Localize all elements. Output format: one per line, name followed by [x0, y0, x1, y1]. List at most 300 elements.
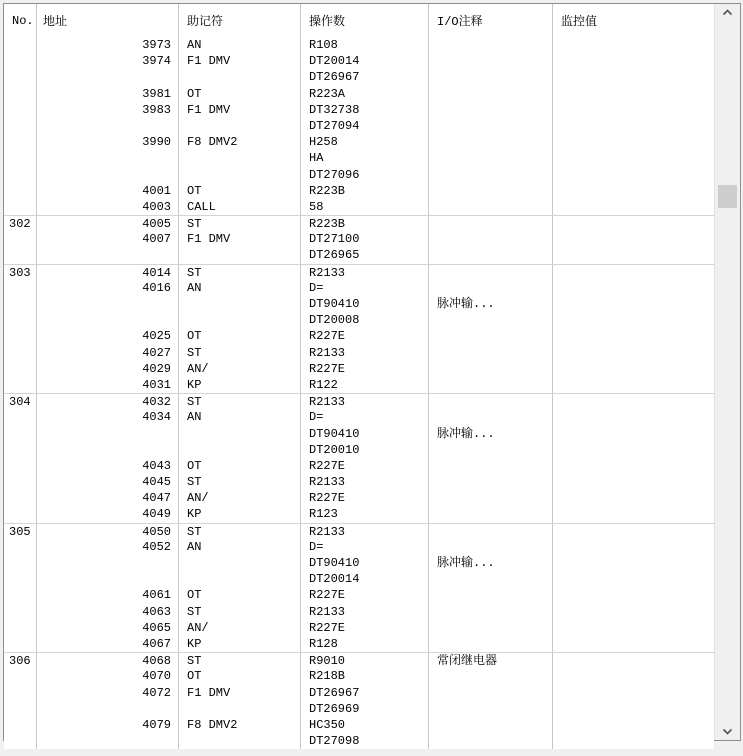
cell-mnemonic: OT	[179, 328, 301, 344]
cell-address: 3990	[37, 134, 179, 150]
cell-io-comment	[429, 587, 553, 603]
cell-operand: HA	[301, 150, 429, 166]
cell-mnemonic: F8 DMV2	[179, 134, 301, 150]
cell-address: 4029	[37, 361, 179, 377]
column-header-mnemonic: 助记符	[179, 4, 301, 37]
cell-io-comment	[429, 231, 553, 247]
cell-no	[4, 733, 37, 749]
cell-address: 4047	[37, 490, 179, 506]
cell-monitor-value	[553, 183, 714, 199]
cell-monitor-value	[553, 37, 714, 53]
cell-no	[4, 604, 37, 620]
table-row[interactable]	[4, 264, 714, 280]
table-row[interactable]	[4, 312, 714, 328]
table-row[interactable]	[4, 474, 714, 490]
table-row[interactable]	[4, 668, 714, 684]
cell-operand: R9010	[301, 653, 429, 668]
cell-no	[4, 37, 37, 53]
cell-no	[4, 474, 37, 490]
cell-address: 4014	[37, 265, 179, 280]
cell-monitor-value	[553, 668, 714, 684]
scrollbar-thumb[interactable]	[718, 185, 737, 208]
cell-no	[4, 620, 37, 636]
scrollbar-down-button[interactable]	[715, 723, 740, 740]
cell-operand: DT32738	[301, 102, 429, 118]
table-content	[4, 4, 714, 749]
cell-mnemonic: F1 DMV	[179, 685, 301, 701]
cell-io-comment	[429, 345, 553, 361]
cell-no	[4, 668, 37, 684]
cell-mnemonic: F1 DMV	[179, 102, 301, 118]
cell-address: 3974	[37, 53, 179, 69]
cell-address	[37, 247, 179, 263]
cell-mnemonic: KP	[179, 377, 301, 393]
cell-monitor-value	[553, 394, 714, 409]
table-row[interactable]	[4, 426, 714, 442]
table-header-row	[4, 4, 714, 37]
cell-mnemonic: AN/	[179, 361, 301, 377]
cell-no	[4, 426, 37, 442]
cell-no	[4, 53, 37, 69]
cell-address: 4007	[37, 231, 179, 247]
cell-operand: R2133	[301, 394, 429, 409]
cell-no	[4, 86, 37, 102]
cell-monitor-value	[553, 685, 714, 701]
cell-io-comment	[429, 134, 553, 150]
table-row[interactable]	[4, 345, 714, 361]
cell-no	[4, 280, 37, 296]
cell-operand: DT90410	[301, 555, 429, 571]
cell-mnemonic: AN/	[179, 490, 301, 506]
cell-address: 3981	[37, 86, 179, 102]
table-row[interactable]	[4, 183, 714, 199]
table-row[interactable]	[4, 555, 714, 571]
cell-no	[4, 717, 37, 733]
cell-monitor-value	[553, 312, 714, 328]
cell-io-comment	[429, 361, 553, 377]
cell-mnemonic: AN/	[179, 620, 301, 636]
cell-monitor-value	[553, 328, 714, 344]
table-row[interactable]	[4, 506, 714, 522]
cell-monitor-value	[553, 409, 714, 425]
cell-address	[37, 555, 179, 571]
cell-address: 4025	[37, 328, 179, 344]
table-row[interactable]	[4, 490, 714, 506]
cell-monitor-value	[553, 636, 714, 652]
cell-io-comment: 常闭继电器	[429, 653, 553, 668]
cell-io-comment	[429, 668, 553, 684]
cell-no: 302	[4, 216, 37, 231]
cell-mnemonic	[179, 312, 301, 328]
cell-io-comment	[429, 685, 553, 701]
cell-operand: R223A	[301, 86, 429, 102]
cell-operand: DT27096	[301, 167, 429, 183]
cell-no	[4, 506, 37, 522]
cell-operand: DT20008	[301, 312, 429, 328]
cell-address: 4016	[37, 280, 179, 296]
table-row[interactable]	[4, 636, 714, 652]
cell-monitor-value	[553, 717, 714, 733]
cell-io-comment	[429, 636, 553, 652]
cell-address	[37, 426, 179, 442]
cell-no	[4, 409, 37, 425]
cell-monitor-value	[553, 280, 714, 296]
cell-no	[4, 555, 37, 571]
cell-address: 4034	[37, 409, 179, 425]
cell-io-comment	[429, 102, 553, 118]
cell-io-comment	[429, 733, 553, 749]
column-header-operand: 操作数	[301, 4, 429, 37]
cell-no	[4, 377, 37, 393]
cell-no	[4, 296, 37, 312]
cell-no	[4, 701, 37, 717]
cell-monitor-value	[553, 134, 714, 150]
cell-operand: R223B	[301, 183, 429, 199]
cell-monitor-value	[553, 231, 714, 247]
cell-no	[4, 539, 37, 555]
cell-mnemonic: OT	[179, 587, 301, 603]
cell-no	[4, 685, 37, 701]
table-row[interactable]	[4, 652, 714, 668]
cell-mnemonic: ST	[179, 604, 301, 620]
cell-no	[4, 636, 37, 652]
cell-operand: R2133	[301, 265, 429, 280]
cell-monitor-value	[553, 296, 714, 312]
cell-address: 4072	[37, 685, 179, 701]
cell-io-comment: 脉冲输...	[429, 555, 553, 571]
cell-operand: R227E	[301, 587, 429, 603]
cell-mnemonic: ST	[179, 345, 301, 361]
table-row[interactable]	[4, 215, 714, 231]
cell-address	[37, 296, 179, 312]
cell-operand: R2133	[301, 345, 429, 361]
cell-io-comment: 脉冲输...	[429, 296, 553, 312]
cell-io-comment	[429, 312, 553, 328]
table-row[interactable]	[4, 442, 714, 458]
table-row[interactable]	[4, 86, 714, 102]
table-row[interactable]	[4, 717, 714, 733]
chevron-up-icon	[722, 9, 733, 16]
cell-io-comment	[429, 86, 553, 102]
cell-io-comment	[429, 442, 553, 458]
cell-no	[4, 442, 37, 458]
cell-io-comment	[429, 247, 553, 263]
cell-io-comment	[429, 37, 553, 53]
cell-no	[4, 231, 37, 247]
cell-no	[4, 361, 37, 377]
table-row[interactable]	[4, 458, 714, 474]
cell-mnemonic: ST	[179, 524, 301, 539]
table-row[interactable]	[4, 701, 714, 717]
column-header-monitor-value: 监控值	[561, 15, 598, 29]
cell-address: 4031	[37, 377, 179, 393]
table-row[interactable]	[4, 134, 714, 150]
cell-io-comment	[429, 506, 553, 522]
cell-mnemonic	[179, 118, 301, 134]
cell-mnemonic	[179, 442, 301, 458]
cell-address: 4001	[37, 183, 179, 199]
cell-no: 305	[4, 524, 37, 539]
table-row[interactable]	[4, 118, 714, 134]
cell-mnemonic: ST	[179, 265, 301, 280]
cell-no: 303	[4, 265, 37, 280]
cell-operand: R223B	[301, 216, 429, 231]
cell-address: 3983	[37, 102, 179, 118]
cell-mnemonic: KP	[179, 506, 301, 522]
cell-io-comment	[429, 69, 553, 85]
cell-mnemonic: F1 DMV	[179, 231, 301, 247]
scrollbar-up-button[interactable]	[715, 4, 740, 21]
cell-monitor-value	[553, 102, 714, 118]
cell-address: 4032	[37, 394, 179, 409]
cell-io-comment	[429, 717, 553, 733]
cell-monitor-value	[553, 555, 714, 571]
cell-address	[37, 167, 179, 183]
cell-address: 4043	[37, 458, 179, 474]
cell-address	[37, 69, 179, 85]
cell-operand: DT26967	[301, 69, 429, 85]
cell-no	[4, 167, 37, 183]
table-row[interactable]	[4, 280, 714, 296]
cell-address	[37, 118, 179, 134]
cell-io-comment	[429, 216, 553, 231]
table-row[interactable]	[4, 199, 714, 215]
cell-no	[4, 69, 37, 85]
cell-mnemonic: ST	[179, 474, 301, 490]
cell-address: 4063	[37, 604, 179, 620]
cell-io-comment	[429, 53, 553, 69]
cell-operand: DT20010	[301, 442, 429, 458]
column-header-address: 地址	[37, 4, 179, 37]
table-row[interactable]	[4, 296, 714, 312]
table-row[interactable]	[4, 523, 714, 539]
cell-monitor-value	[553, 733, 714, 749]
cell-operand: R2133	[301, 524, 429, 539]
table-row[interactable]	[4, 102, 714, 118]
cell-address: 4070	[37, 668, 179, 684]
cell-operand: R227E	[301, 490, 429, 506]
cell-monitor-value	[553, 247, 714, 263]
cell-io-comment	[429, 409, 553, 425]
cell-address: 4061	[37, 587, 179, 603]
cell-mnemonic	[179, 247, 301, 263]
cell-io-comment	[429, 199, 553, 215]
cell-io-comment	[429, 150, 553, 166]
cell-operand: HC350	[301, 717, 429, 733]
table-row[interactable]	[4, 247, 714, 263]
cell-operand: H258	[301, 134, 429, 150]
cell-monitor-value	[553, 539, 714, 555]
cell-no	[4, 312, 37, 328]
cell-address	[37, 150, 179, 166]
column-header-io-comment: I/O注释	[429, 4, 553, 37]
chevron-down-icon	[722, 728, 733, 735]
cell-io-comment	[429, 604, 553, 620]
cell-address: 4005	[37, 216, 179, 231]
table-row[interactable]	[4, 150, 714, 166]
cell-monitor-value	[553, 216, 714, 231]
table-row[interactable]	[4, 571, 714, 587]
cell-mnemonic	[179, 426, 301, 442]
cell-io-comment	[429, 280, 553, 296]
cell-operand: R218B	[301, 668, 429, 684]
vertical-scrollbar[interactable]	[714, 4, 740, 740]
cell-io-comment: 脉冲输...	[429, 426, 553, 442]
cell-operand: 58	[301, 199, 429, 215]
column-header-no: No.	[4, 4, 37, 37]
cell-address: 4050	[37, 524, 179, 539]
cell-no	[4, 183, 37, 199]
cell-io-comment	[429, 394, 553, 409]
cell-io-comment	[429, 183, 553, 199]
cell-monitor-value	[553, 620, 714, 636]
cell-io-comment	[429, 118, 553, 134]
table-row[interactable]	[4, 167, 714, 183]
cell-no	[4, 458, 37, 474]
table-row[interactable]	[4, 733, 714, 749]
cell-no	[4, 345, 37, 361]
cell-operand: R227E	[301, 620, 429, 636]
cell-monitor-value	[553, 524, 714, 539]
cell-io-comment	[429, 458, 553, 474]
cell-io-comment	[429, 265, 553, 280]
cell-operand: DT90410	[301, 426, 429, 442]
cell-mnemonic: OT	[179, 668, 301, 684]
table-row[interactable]	[4, 231, 714, 247]
cell-no: 304	[4, 394, 37, 409]
table-row[interactable]	[4, 539, 714, 555]
table-row[interactable]	[4, 328, 714, 344]
cell-monitor-value	[553, 490, 714, 506]
table-row[interactable]	[4, 37, 714, 53]
cell-monitor-value	[553, 265, 714, 280]
cell-address: 4003	[37, 199, 179, 215]
cell-mnemonic: ST	[179, 216, 301, 231]
cell-monitor-value	[553, 167, 714, 183]
cell-mnemonic: ST	[179, 653, 301, 668]
table-row[interactable]	[4, 685, 714, 701]
cell-address: 4049	[37, 506, 179, 522]
table-row[interactable]	[4, 53, 714, 69]
cell-no	[4, 587, 37, 603]
cell-operand: D=	[301, 539, 429, 555]
cell-mnemonic	[179, 296, 301, 312]
cell-mnemonic: OT	[179, 458, 301, 474]
cell-monitor-value	[553, 571, 714, 587]
cell-monitor-value	[553, 377, 714, 393]
cell-operand: R2133	[301, 474, 429, 490]
cell-operand: DT27100	[301, 231, 429, 247]
cell-operand: DT27098	[301, 733, 429, 749]
cell-no	[4, 134, 37, 150]
cell-monitor-value	[553, 86, 714, 102]
cell-operand: R123	[301, 506, 429, 522]
cell-monitor-value	[553, 361, 714, 377]
cell-operand: R2133	[301, 604, 429, 620]
cell-operand: DT26969	[301, 701, 429, 717]
cell-mnemonic	[179, 571, 301, 587]
table-row[interactable]	[4, 69, 714, 85]
cell-monitor-value	[553, 69, 714, 85]
cell-io-comment	[429, 524, 553, 539]
cell-mnemonic: F8 DMV2	[179, 717, 301, 733]
table-row[interactable]	[4, 377, 714, 393]
cell-address: 4027	[37, 345, 179, 361]
cell-monitor-value	[553, 474, 714, 490]
cell-io-comment	[429, 701, 553, 717]
cell-operand: DT20014	[301, 53, 429, 69]
cell-io-comment	[429, 490, 553, 506]
cell-monitor-value	[553, 458, 714, 474]
cell-io-comment	[429, 620, 553, 636]
table-row[interactable]	[4, 604, 714, 620]
table-row[interactable]	[4, 620, 714, 636]
cell-operand: R128	[301, 636, 429, 652]
cell-operand: DT90410	[301, 296, 429, 312]
cell-address: 4068	[37, 653, 179, 668]
cell-operand: R122	[301, 377, 429, 393]
cell-operand: DT26965	[301, 247, 429, 263]
cell-monitor-value	[553, 653, 714, 668]
cell-address	[37, 312, 179, 328]
table-row[interactable]	[4, 361, 714, 377]
cell-address	[37, 571, 179, 587]
cell-address: 4065	[37, 620, 179, 636]
cell-operand: D=	[301, 409, 429, 425]
cell-no	[4, 102, 37, 118]
cell-monitor-value	[553, 53, 714, 69]
cell-mnemonic	[179, 69, 301, 85]
cell-address	[37, 701, 179, 717]
cell-mnemonic: AN	[179, 409, 301, 425]
cell-monitor-value	[553, 199, 714, 215]
cell-operand: R227E	[301, 328, 429, 344]
cell-io-comment	[429, 167, 553, 183]
cell-no	[4, 150, 37, 166]
cell-no	[4, 571, 37, 587]
cell-io-comment	[429, 539, 553, 555]
cell-mnemonic: OT	[179, 86, 301, 102]
table-row[interactable]	[4, 409, 714, 425]
cell-monitor-value	[553, 701, 714, 717]
cell-mnemonic: CALL	[179, 199, 301, 215]
cell-no: 306	[4, 653, 37, 668]
table-row[interactable]	[4, 587, 714, 603]
cell-monitor-value	[553, 604, 714, 620]
cell-mnemonic	[179, 167, 301, 183]
cell-address: 3973	[37, 37, 179, 53]
cell-monitor-value	[553, 442, 714, 458]
cell-monitor-value	[553, 345, 714, 361]
cell-mnemonic: F1 DMV	[179, 53, 301, 69]
cell-io-comment	[429, 571, 553, 587]
table-row[interactable]	[4, 393, 714, 409]
instruction-rows	[4, 37, 714, 749]
cell-address	[37, 733, 179, 749]
cell-mnemonic: OT	[179, 183, 301, 199]
cell-io-comment	[429, 474, 553, 490]
cell-operand: R227E	[301, 361, 429, 377]
cell-address: 4067	[37, 636, 179, 652]
cell-monitor-value	[553, 506, 714, 522]
cell-no	[4, 199, 37, 215]
cell-no	[4, 118, 37, 134]
cell-mnemonic	[179, 150, 301, 166]
cell-operand: DT27094	[301, 118, 429, 134]
cell-address: 4052	[37, 539, 179, 555]
cell-mnemonic	[179, 733, 301, 749]
cell-monitor-value	[553, 587, 714, 603]
